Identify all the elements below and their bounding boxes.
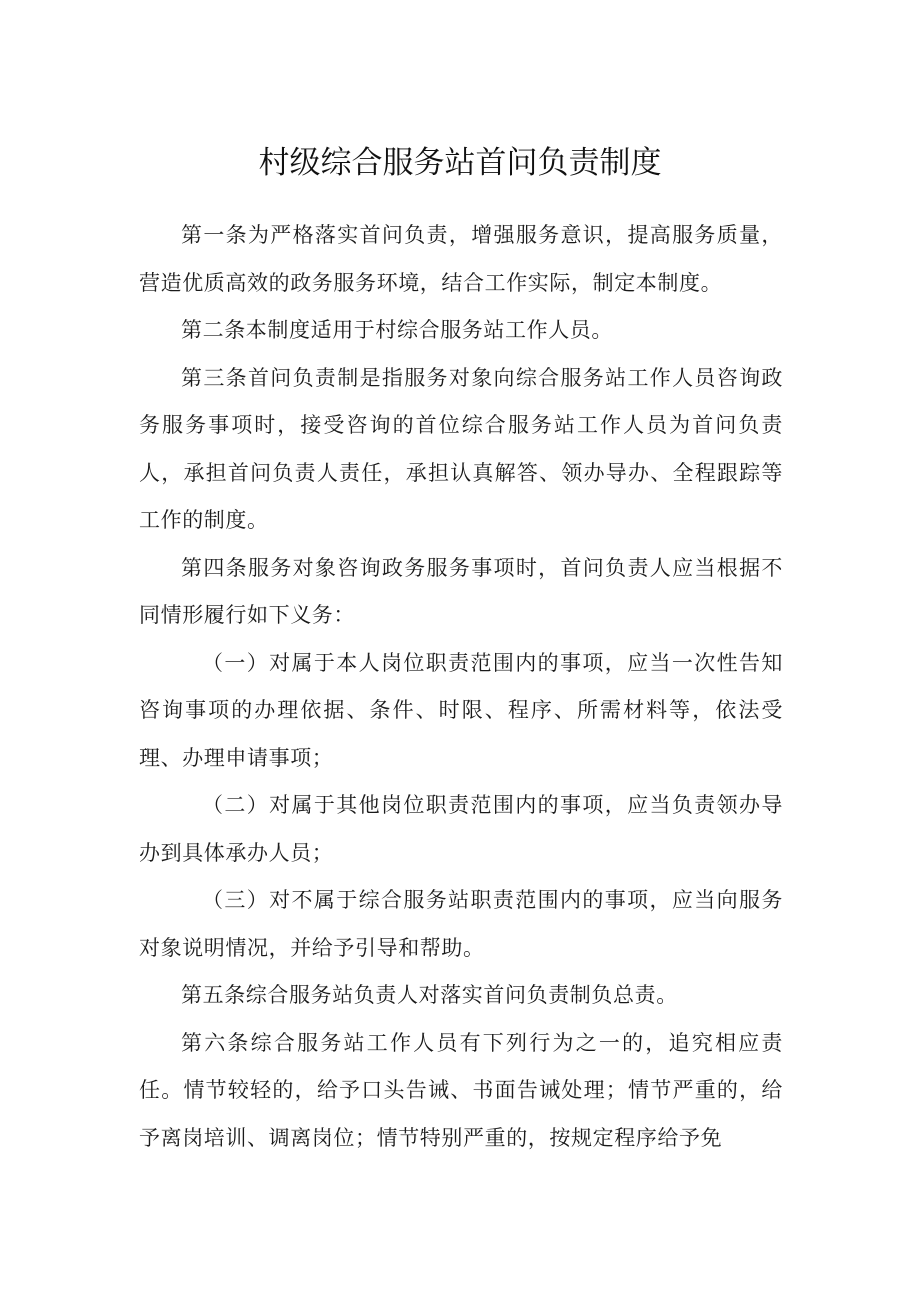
article-4-item-1: （一）对属于本人岗位职责范围内的事项，应当一次性告知咨询事项的办理依据、条件、时限、程序、所需材料等，依法受理、办理申请事项； — [139, 650, 783, 770]
article-4-item-3: （三）对不属于综合服务站职责范围内的事项，应当向服务对象说明情况，并给予引导和帮助。 — [139, 888, 783, 960]
article-5-paragraph: 第五条综合服务站负责人对落实首问负责制负总责。 — [181, 983, 678, 1007]
article-3-paragraph: 第三条首问负责制是指服务对象向综合服务站工作人员咨询政务服务事项时，接受咨询的首位综合服务站工作人员为首问负责人，承担首问负责人责任，承担认真解答、领办导办、全程跟踪等工作的制度。 — [139, 365, 783, 532]
article-1-paragraph: 第一条为严格落实首问负责，增强服务意识，提高服务质量，营造优质高效的政务服务环境，结合工作实际，制定本制度。 — [139, 223, 783, 295]
document-title: 村级综合服务站首问负责制度 — [258, 144, 662, 181]
article-4-item-2: （二）对属于其他岗位职责范围内的事项，应当负责领办导办到具体承办人员； — [139, 793, 783, 865]
article-2-paragraph: 第二条本制度适用于村综合服务站工作人员。 — [181, 318, 613, 342]
document-body — [139, 212, 783, 1162]
article-6-paragraph: 第六条综合服务站工作人员有下列行为之一的，追究相应责任。情节较轻的，给予口头告诫、书面告诫处理；情节严重的，给予离岗培训、调离岗位；情节特别严重的，按规定程序给予免 — [139, 1030, 783, 1150]
article-4-paragraph: 第四条服务对象咨询政务服务事项时，首问负责人应当根据不同情形履行如下义务： — [139, 555, 783, 627]
